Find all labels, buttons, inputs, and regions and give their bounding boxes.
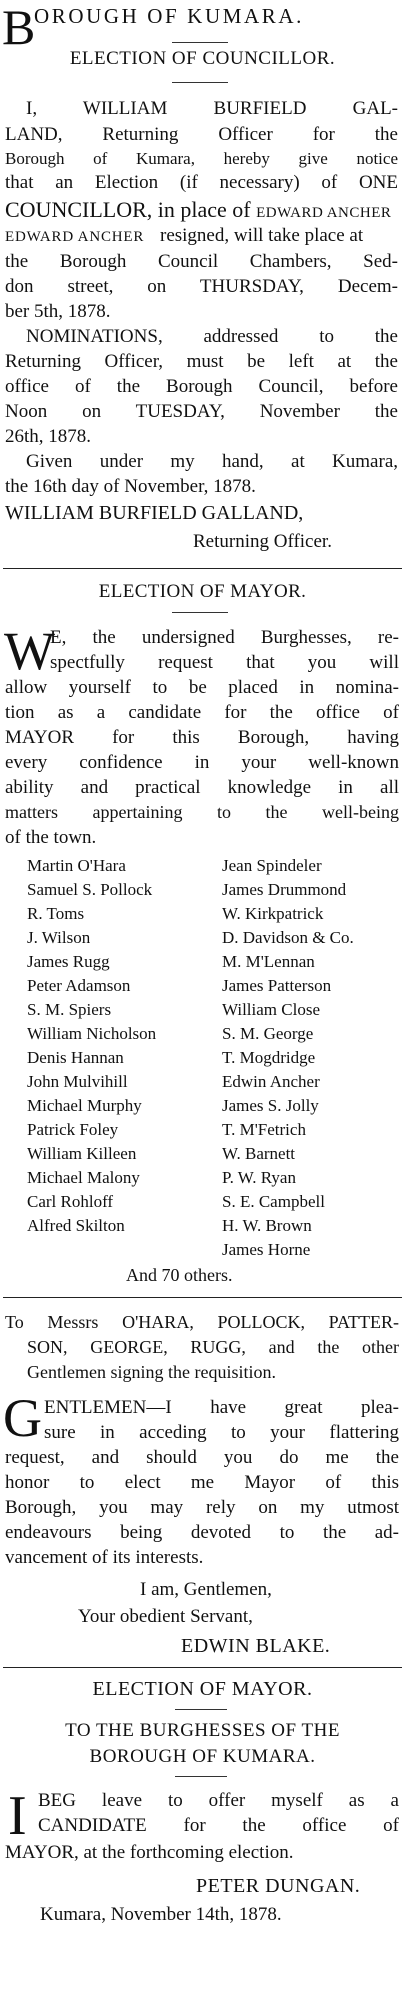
reply-line: honor to elect me Mayor of this: [5, 1472, 399, 1493]
requisition-line: tion as a candidate for the office of: [5, 702, 399, 723]
requisition-line: every confidence in your well-known: [5, 752, 399, 773]
signatory-left: Martin O'Hara: [27, 856, 126, 875]
council-line: Returning Officer, must be left at the: [5, 351, 398, 372]
reply-line: endeavours being devoted to the ad-: [5, 1522, 399, 1543]
candidate-line: MAYOR, at the forthcoming election.: [5, 1842, 294, 1863]
signatory-right: William Close: [222, 1000, 320, 1019]
reply-signature: EDWIN BLAKE.: [181, 1635, 331, 1657]
council-heading-dash: [172, 42, 228, 43]
reply-line: ENTLEMEN—I have great plea-: [44, 1397, 399, 1418]
reply-initial: G: [3, 1388, 42, 1448]
candidate-address-dash: [175, 1776, 227, 1777]
council-line: the 16th day of November, 1878.: [5, 476, 256, 497]
council-line: 26th, 1878.: [5, 426, 92, 447]
reply-closing: I am, Gentlemen,: [140, 1579, 272, 1600]
signatory-left: R. Toms: [27, 904, 85, 923]
signatory-left: Denis Hannan: [27, 1048, 124, 1067]
requisition-others: And 70 others.: [126, 1265, 233, 1285]
candidate-date: Kumara, November 14th, 1878.: [40, 1904, 282, 1925]
council-line: ber 5th, 1878.: [5, 301, 111, 322]
signatory-right: James Horne: [222, 1240, 311, 1259]
requisition-heading-dash: [172, 612, 228, 613]
signatory-left: S. M. Spiers: [27, 1000, 112, 1019]
council-signature: WILLIAM BURFIELD GALLAND,: [5, 502, 304, 524]
requisition-line: matters appertaining to the well-being: [5, 802, 399, 822]
council-heading: OROUGH OF KUMARA.: [34, 4, 304, 28]
signatory-right: James Drummond: [222, 880, 347, 899]
signatory-left: Peter Adamson: [27, 976, 131, 995]
council-line: Borough of Kumara, hereby give notice: [5, 149, 398, 168]
requisition-line: spectfully request that you will: [50, 652, 399, 673]
council-line: that an Election (if necessary) of ONE: [5, 172, 398, 193]
signatory-left: John Mulvihill: [27, 1072, 128, 1091]
requisition-line: E, the undersigned Burghesses, re-: [50, 627, 399, 648]
reply-line: Borough, you may rely on my utmost: [5, 1497, 399, 1518]
requisition-line: MAYOR for this Borough, having: [5, 727, 399, 748]
signatory-left: Michael Malony: [27, 1168, 140, 1187]
council-line: don street, on THURSDAY, Decem-: [5, 276, 398, 297]
signatory-right: James Patterson: [222, 976, 332, 995]
council-line: resigned, will take place at: [160, 225, 364, 246]
signatory-right: W. Kirkpatrick: [222, 904, 324, 923]
signatory-right: W. Barnett: [222, 1144, 296, 1163]
section-divider: [3, 1297, 402, 1298]
signatory-right: Jean Spindeler: [222, 856, 322, 875]
signatory-left: J. Wilson: [27, 928, 91, 947]
signatory-right: P. W. Ryan: [222, 1168, 296, 1187]
signatory-right: S. M. George: [222, 1024, 314, 1043]
requisition-line: ability and practical knowledge in all: [5, 777, 399, 798]
candidate-address: BOROUGH OF KUMARA.: [89, 1746, 316, 1767]
signatory-right: S. E. Campbell: [222, 1192, 325, 1211]
signatory-left: Alfred Skilton: [27, 1216, 125, 1235]
requisition-initial: W: [4, 621, 55, 681]
reply-line: request, and should you do me the: [5, 1447, 399, 1468]
council-line: LAND, Returning Officer for the: [5, 124, 398, 145]
signatory-right: Edwin Ancher: [222, 1072, 320, 1091]
signatory-right: M. M'Lennan: [222, 952, 315, 971]
signatory-right: James S. Jolly: [222, 1096, 319, 1115]
reply-address-line: SON, GEORGE, RUGG, and the other: [27, 1337, 399, 1357]
signatory-right: T. M'Fetrich: [222, 1120, 306, 1139]
signatory-right: H. W. Brown: [222, 1216, 312, 1235]
council-line: NOMINATIONS, addressed to the: [26, 326, 398, 347]
reply-address-line: To Messrs O'HARA, POLLOCK, PATTER-: [5, 1312, 399, 1332]
reply-address-line: Gentlemen signing the requisition.: [27, 1362, 276, 1382]
signatory-left: Michael Murphy: [27, 1096, 142, 1115]
reply-line: sure in acceding to your flattering: [44, 1422, 399, 1443]
reply-line: vancement of its interests.: [5, 1547, 204, 1568]
requisition-line: allow yourself to be placed in nomina-: [5, 677, 399, 698]
council-returning-officer: Returning Officer.: [193, 531, 332, 552]
council-line: Noon on TUESDAY, November the: [5, 401, 398, 422]
signatory-left: Carl Rohloff: [27, 1192, 114, 1211]
signatory-left: James Rugg: [27, 952, 110, 971]
requisition-line: of the town.: [5, 827, 97, 848]
council-line: COUNCILLOR, in place of EDWARD ANCHER: [5, 197, 392, 222]
section-divider: [3, 568, 402, 569]
council-line: EDWARD ANCHER: [5, 229, 145, 245]
council-resigned-name: EDWARD ANCHER: [256, 205, 392, 221]
candidate-line: CANDIDATE for the office of: [38, 1815, 399, 1836]
candidate-signature: PETER DUNGAN.: [196, 1875, 361, 1897]
signatory-right: T. Mogdridge: [222, 1048, 316, 1067]
candidate-line: BEG leave to offer myself as a: [38, 1790, 399, 1811]
candidate-address: TO THE BURGHESSES OF THE: [65, 1720, 340, 1741]
signatory-left: Samuel S. Pollock: [27, 880, 153, 899]
signatory-left: William Nicholson: [27, 1024, 157, 1043]
candidate-initial: I: [8, 1785, 27, 1847]
council-line: Given under my hand, at Kumara,: [26, 451, 398, 472]
candidate-heading: ELECTION OF MAYOR.: [92, 1678, 313, 1700]
signatory-right: D. Davidson & Co.: [222, 928, 354, 947]
council-line: I, WILLIAM BURFIELD GAL-: [26, 98, 398, 119]
council-subheading: ELECTION OF COUNCILLOR.: [69, 48, 336, 69]
council-subheading-dash: [172, 82, 228, 83]
council-heading-initial: B: [2, 0, 36, 55]
council-line: office of the Borough Council, before: [5, 376, 398, 397]
council-line: the Borough Council Chambers, Sed-: [5, 251, 398, 272]
signatory-left: Patrick Foley: [27, 1120, 119, 1139]
signatory-left: William Killeen: [27, 1144, 137, 1163]
requisition-heading: ELECTION OF MAYOR.: [98, 581, 307, 602]
reply-closing: Your obedient Servant,: [78, 1606, 253, 1627]
section-divider: [3, 1667, 402, 1668]
candidate-heading-dash: [175, 1709, 227, 1710]
